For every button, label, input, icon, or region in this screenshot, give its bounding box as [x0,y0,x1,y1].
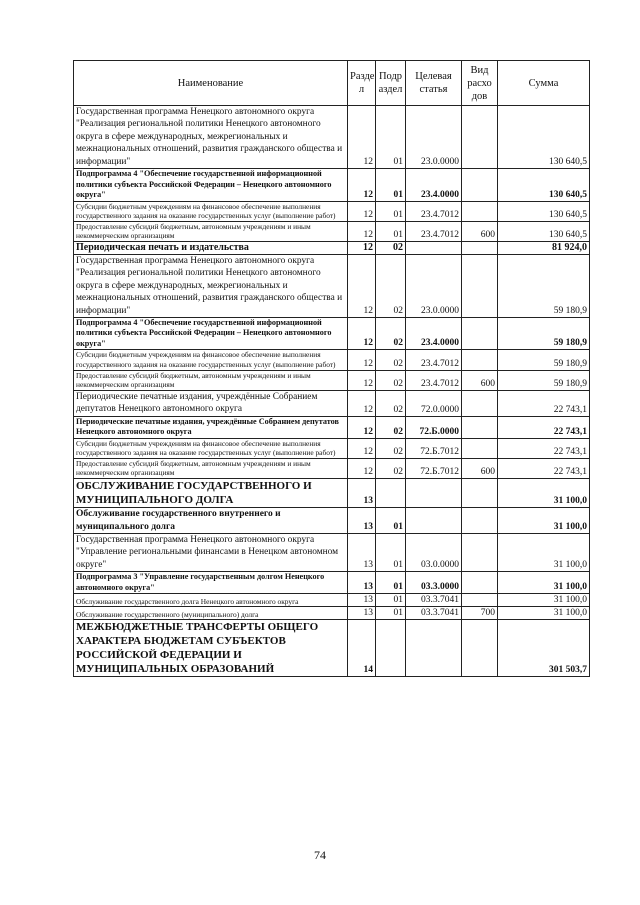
row-sum: 22 743,1 [498,458,590,478]
row-target-article: 72.Б.7012 [406,458,462,478]
table-row [74,438,590,458]
row-target-article: 23.4.7012 [406,370,462,390]
row-podrazdel: 02 [376,438,406,458]
row-sum: 31 100,0 [498,508,590,534]
row-podrazdel: 01 [376,169,406,202]
row-sum: 31 100,0 [498,572,590,594]
table-row [74,390,590,416]
row-name: Подпрограмма 4 "Обеспечение государственной информационной политики субъекта Российской Федерации – Ненецкого автономного округа" [74,317,348,350]
row-name: Обслуживание государственного внутреннего и муниципального долга [74,508,348,534]
row-podrazdel: 02 [376,458,406,478]
row-expense-type [462,534,498,572]
row-target-article: 23.4.0000 [406,317,462,350]
row-razdel: 12 [348,201,376,221]
row-sum: 59 180,9 [498,370,590,390]
row-expense-type [462,201,498,221]
row-expense-type [462,350,498,370]
row-name: Периодические печатные издания, учреждённые Собранием депутатов Ненецкого автономного округа [74,390,348,416]
row-target-article: 03.3.7041 [406,594,462,607]
row-razdel: 12 [348,106,376,169]
row-name: ОБСЛУЖИВАНИЕ ГОСУДАРСТВЕННОГО И МУНИЦИПАЛЬНОГО ДОЛГА [74,479,348,508]
table-row [74,106,590,169]
row-podrazdel: 02 [376,317,406,350]
row-target-article: 23.0.0000 [406,254,462,317]
table-row [74,458,590,478]
row-target-article: 03.0.0000 [406,534,462,572]
row-sum: 301 503,7 [498,620,590,677]
row-name: Государственная программа Ненецкого автономного округа "Реализация региональной политики Ненецкого автономного округа в сфере международных, межрегиональных и межнациональных отношений, развития гражданского общества и информации" [74,106,348,169]
row-target-article [406,508,462,534]
table-row [74,370,590,390]
row-expense-type [462,416,498,438]
row-razdel: 12 [348,241,376,254]
row-expense-type: 700 [462,607,498,620]
row-expense-type [462,241,498,254]
row-razdel: 12 [348,390,376,416]
row-name: Государственная программа Ненецкого автономного округа "Управление региональными финансами в Ненецком автономном округе" [74,534,348,572]
row-podrazdel: 02 [376,370,406,390]
row-podrazdel: 01 [376,607,406,620]
row-expense-type [462,594,498,607]
row-expense-type [462,317,498,350]
row-name: Предоставление субсидий бюджетным, автономным учреждениям и иным некоммерческим организациям [74,370,348,390]
row-razdel: 13 [348,594,376,607]
row-podrazdel: 02 [376,416,406,438]
row-razdel: 13 [348,479,376,508]
row-razdel: 13 [348,508,376,534]
table-row [74,254,590,317]
row-target-article: 03.3.0000 [406,572,462,594]
row-expense-type [462,169,498,202]
row-razdel: 12 [348,350,376,370]
row-name: Периодические печатные издания, учреждённые Собранием депутатов Ненецкого автономного округа [74,416,348,438]
row-sum: 59 180,9 [498,317,590,350]
row-podrazdel: 02 [376,241,406,254]
table-row [74,317,590,350]
row-razdel: 12 [348,169,376,202]
table-row [74,534,590,572]
row-podrazdel [376,479,406,508]
row-razdel: 13 [348,534,376,572]
row-target-article: 23.4.7012 [406,201,462,221]
row-target-article [406,620,462,677]
row-expense-type [462,254,498,317]
row-podrazdel: 01 [376,594,406,607]
row-sum: 22 743,1 [498,416,590,438]
row-razdel: 13 [348,607,376,620]
table-row [74,508,590,534]
row-target-article: 72.Б.0000 [406,416,462,438]
row-target-article [406,479,462,508]
row-name: Периодическая печать и издательства [74,241,348,254]
row-target-article: 72.Б.7012 [406,438,462,458]
row-expense-type [462,508,498,534]
row-expense-type [462,572,498,594]
row-sum: 81 924,0 [498,241,590,254]
row-razdel: 12 [348,317,376,350]
row-razdel: 12 [348,416,376,438]
row-name: Государственная программа Ненецкого автономного округа "Реализация региональной политики Ненецкого автономного округа в сфере международных, межрегиональных и межнациональных отношений, развития гражданского общества и информации" [74,254,348,317]
row-sum: 31 100,0 [498,607,590,620]
row-name: Субсидии бюджетным учреждениям на финансовое обеспечение выполнения государственного задания на оказание государственных услуг (выполнение работ) [74,350,348,370]
row-target-article: 23.4.0000 [406,169,462,202]
row-expense-type: 600 [462,221,498,241]
row-name: Субсидии бюджетным учреждениям на финансовое обеспечение выполнения государственного задания на оказание государственных услуг (выполнение работ) [74,438,348,458]
header-sum: Сумма [498,61,590,106]
header-name: Наименование [74,61,348,106]
row-podrazdel: 01 [376,572,406,594]
row-target-article: 23.0.0000 [406,106,462,169]
row-razdel: 12 [348,458,376,478]
row-sum: 22 743,1 [498,390,590,416]
budget-table [73,60,590,677]
row-name: Предоставление субсидий бюджетным, автономным учреждениям и иным некоммерческим организациям [74,221,348,241]
row-name: Подпрограмма 4 "Обеспечение государственной информационной политики субъекта Российской Федерации – Ненецкого автономного округа" [74,169,348,202]
table-row [74,620,590,677]
table-row [74,479,590,508]
table-row [74,241,590,254]
table-row [74,201,590,221]
row-name: МЕЖБЮДЖЕТНЫЕ ТРАНСФЕРТЫ ОБЩЕГО ХАРАКТЕРА БЮДЖЕТАМ СУБЪЕКТОВ РОССИЙСКОЙ ФЕДЕРАЦИИ И МУНИЦИПАЛЬНЫХ ОБРАЗОВАНИЙ [74,620,348,677]
row-target-article [406,241,462,254]
row-razdel: 12 [348,438,376,458]
header-razdel: Разде л [348,61,376,106]
row-razdel: 12 [348,370,376,390]
row-expense-type [462,106,498,169]
row-sum: 31 100,0 [498,594,590,607]
table-row [74,350,590,370]
row-expense-type [462,390,498,416]
header-podrazdel: Подр аздел [376,61,406,106]
table-body [74,106,590,677]
row-podrazdel: 02 [376,254,406,317]
row-sum: 130 640,5 [498,201,590,221]
header-expense-type: Вид расхо дов [462,61,498,106]
row-sum: 31 100,0 [498,479,590,508]
row-expense-type [462,479,498,508]
row-name: Обслуживание государственного (муниципального) долга [74,607,348,620]
page-number: 74 [314,848,326,862]
row-podrazdel [376,620,406,677]
row-sum: 130 640,5 [498,169,590,202]
row-razdel: 12 [348,254,376,317]
row-podrazdel: 01 [376,106,406,169]
row-podrazdel: 02 [376,350,406,370]
table-row [74,572,590,594]
row-razdel: 14 [348,620,376,677]
row-target-article: 23.4.7012 [406,350,462,370]
row-sum: 31 100,0 [498,534,590,572]
row-target-article: 03.3.7041 [406,607,462,620]
row-sum: 130 640,5 [498,221,590,241]
row-target-article: 72.0.0000 [406,390,462,416]
row-podrazdel: 01 [376,201,406,221]
row-name: Подпрограмма 3 "Управление государственным долгом Ненецкого автономного округа" [74,572,348,594]
table-row [74,607,590,620]
table-row [74,594,590,607]
row-podrazdel: 02 [376,390,406,416]
row-sum: 59 180,9 [498,350,590,370]
row-razdel: 13 [348,572,376,594]
table-row [74,221,590,241]
row-expense-type: 600 [462,370,498,390]
row-sum: 22 743,1 [498,438,590,458]
row-razdel: 12 [348,221,376,241]
row-podrazdel: 01 [376,508,406,534]
row-expense-type [462,438,498,458]
row-name: Предоставление субсидий бюджетным, автономным учреждениям и иным некоммерческим организациям [74,458,348,478]
table-row [74,416,590,438]
row-sum: 130 640,5 [498,106,590,169]
row-expense-type: 600 [462,458,498,478]
row-podrazdel: 01 [376,534,406,572]
row-podrazdel: 01 [376,221,406,241]
header-target-article: Целевая статья [406,61,462,106]
row-name: Субсидии бюджетным учреждениям на финансовое обеспечение выполнения государственного задания на оказание государственных услуг (выполнение работ) [74,201,348,221]
row-name: Обслуживание государственного долга Ненецкого автономного округа [74,594,348,607]
table-row [74,169,590,202]
row-sum: 59 180,9 [498,254,590,317]
row-target-article: 23.4.7012 [406,221,462,241]
table-header-row [74,61,590,106]
row-expense-type [462,620,498,677]
